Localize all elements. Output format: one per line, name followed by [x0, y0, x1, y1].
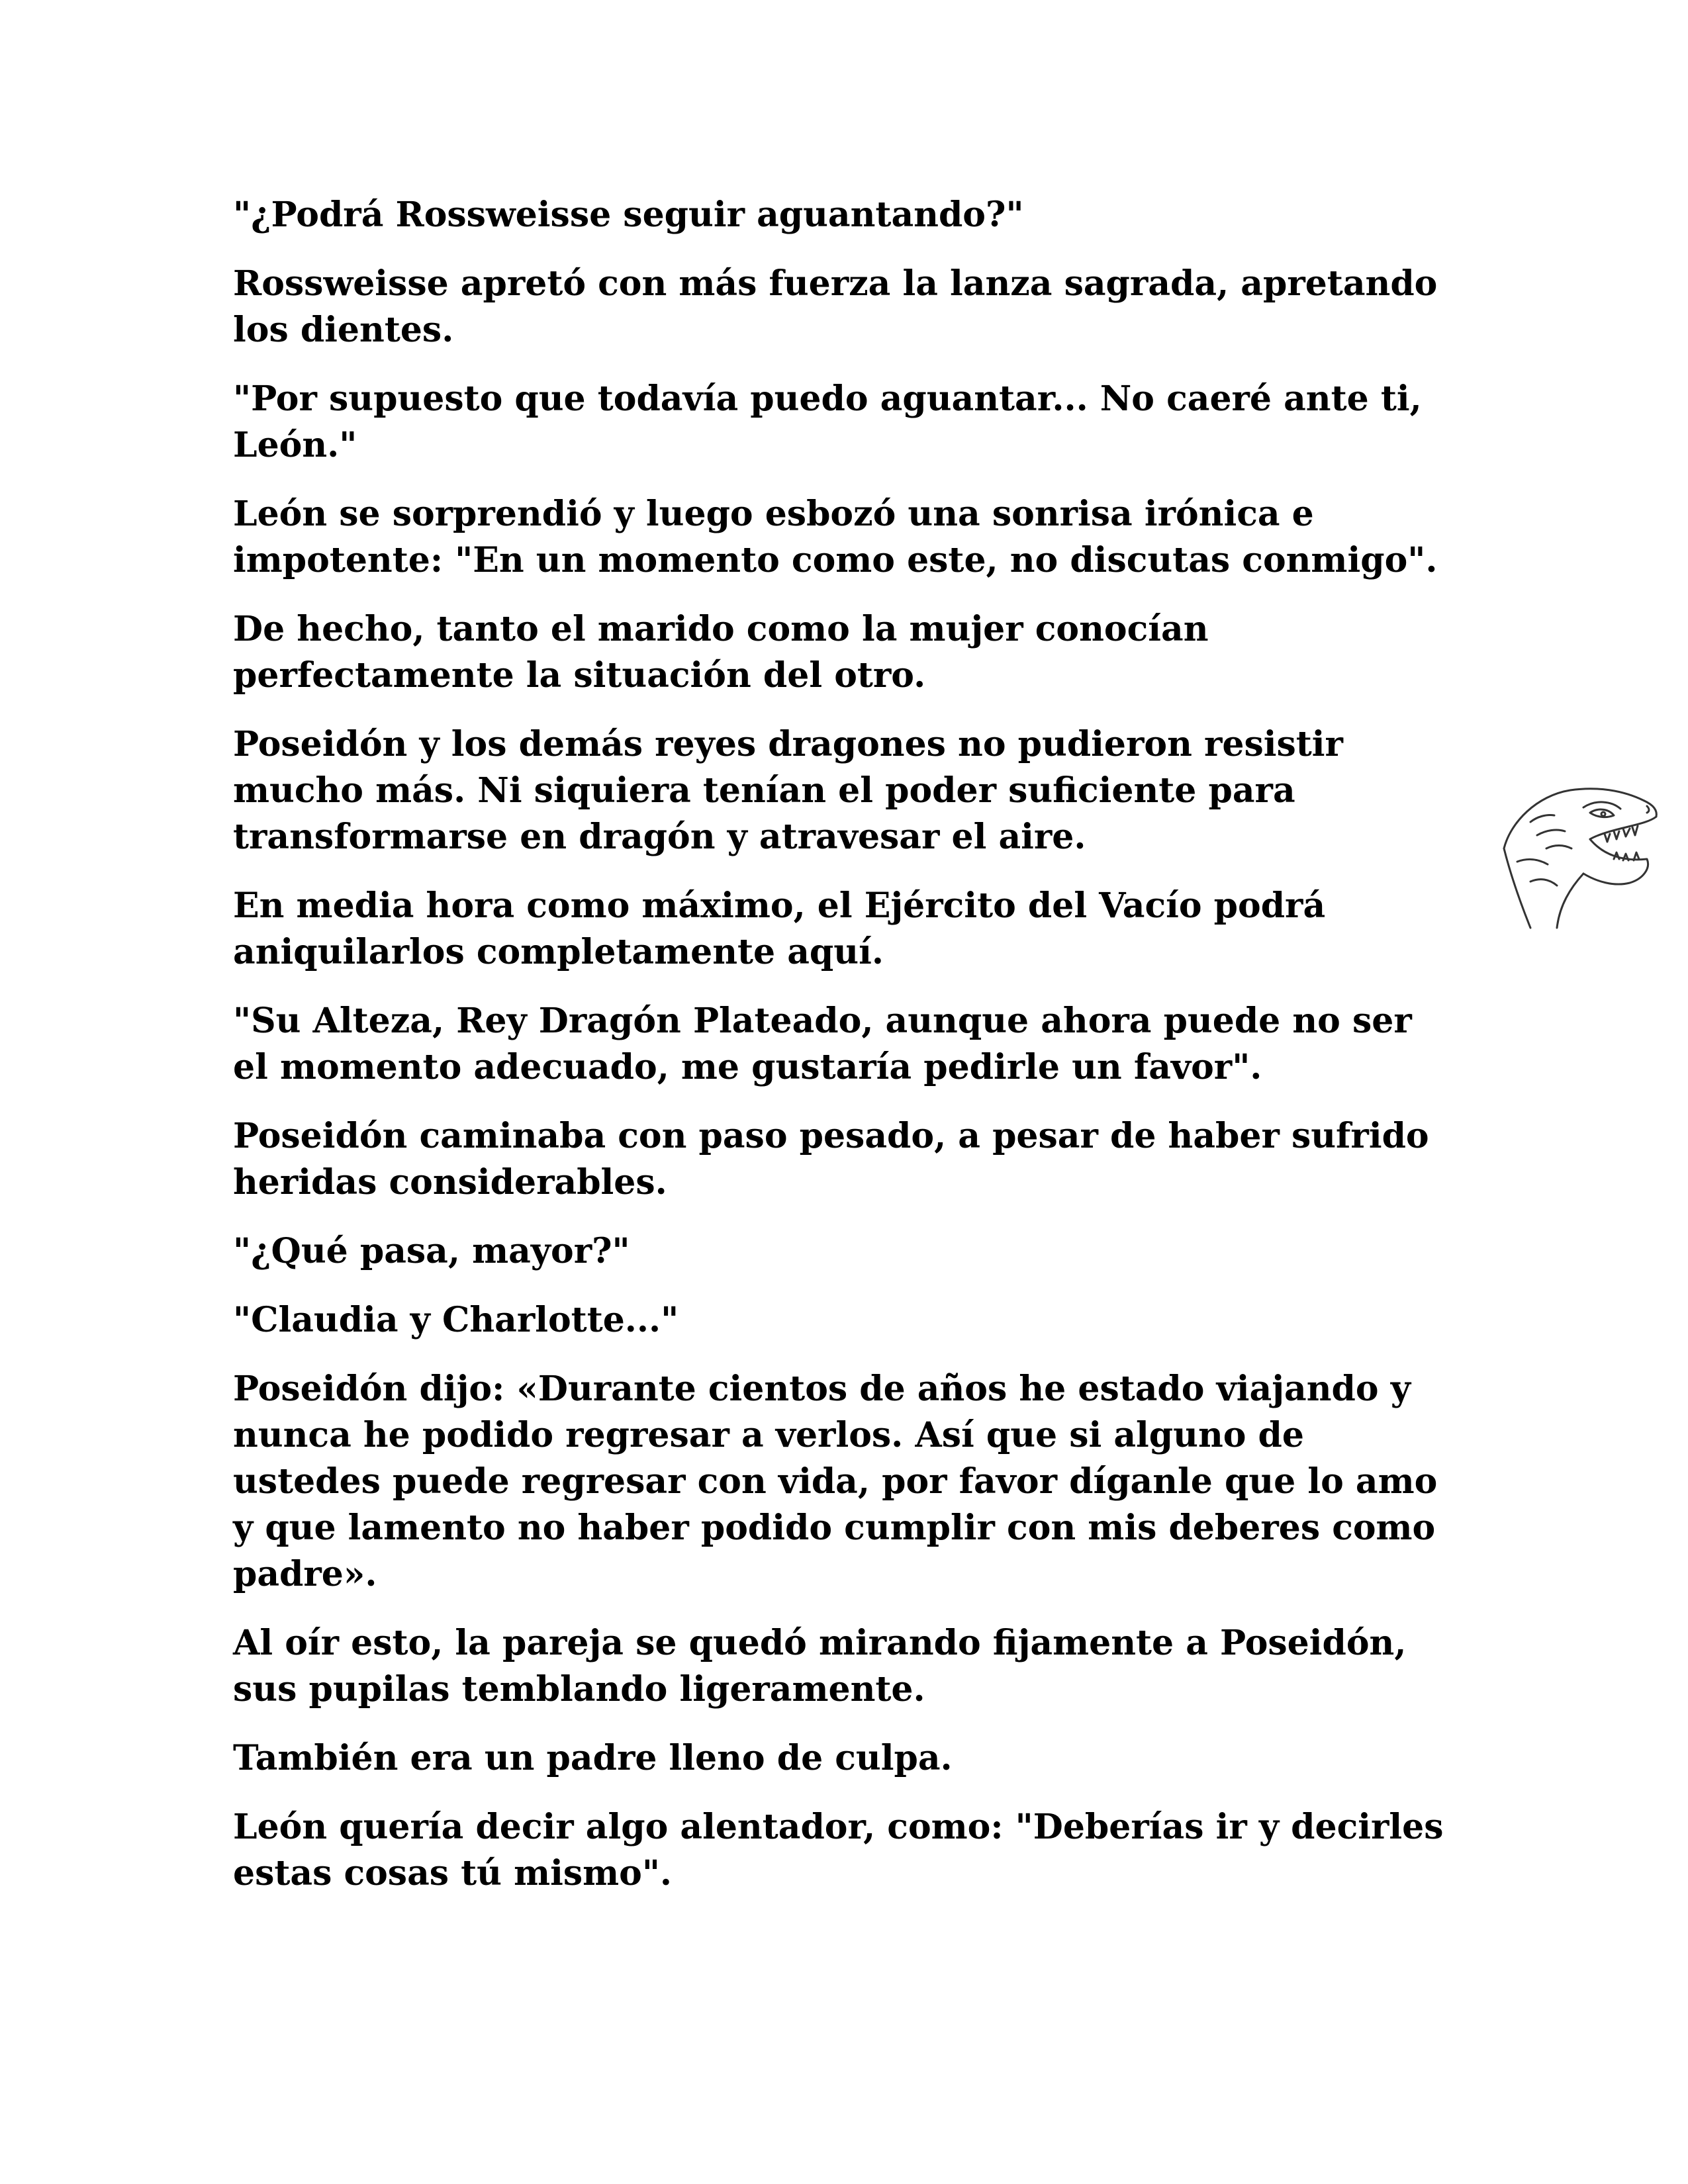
paragraph: "Por supuesto que todavía puedo aguantar... No caeré ante ti, León.": [233, 379, 1422, 465]
paragraph: En media hora como máximo, el Ejército del Vacío podrá aniquilarlos completamente aquí.: [233, 886, 1326, 972]
paragraph: Poseidón caminaba con paso pesado, a pesar de haber sufrido heridas considerables.: [233, 1116, 1429, 1203]
paragraph: Poseidón dijo: «Durante cientos de años he estado viajando y nunca he podido regresar a verlos. Así que si alguno de ustedes puede regresar con vida, por favor díganle que lo amo y que lamento no haber podido cumplir con mis deberes como padre».: [233, 1369, 1438, 1594]
paragraph: "Claudia y Charlotte...": [233, 1300, 679, 1340]
paragraph: Poseidón y los demás reyes dragones no pudieron resistir mucho más. Ni siquiera tenían el poder suficiente para transformarse en dragón y atravesar el aire.: [233, 724, 1343, 857]
paragraph: También era un padre lleno de culpa.: [233, 1738, 953, 1778]
dinosaur-head-icon: [1491, 776, 1663, 931]
paragraph: Al oír esto, la pareja se quedó mirando fijamente a Poseidón, sus pupilas temblando ligeramente.: [233, 1623, 1407, 1709]
paragraph: Rossweisse apretó con más fuerza la lanza sagrada, apretando los dientes.: [233, 263, 1438, 350]
paragraph: León quería decir algo alentador, como: "Deberías ir y decirles estas cosas tú mismo".: [233, 1807, 1444, 1893]
paragraph: "Su Alteza, Rey Dragón Plateado, aunque ahora puede no ser el momento adecuado, me gustaría pedirle un favor".: [233, 1001, 1412, 1087]
paragraph: "¿Podrá Rossweisse seguir aguantando?": [233, 195, 1024, 235]
body-text: [233, 192, 1458, 1919]
paragraph: De hecho, tanto el marido como la mujer conocían perfectamente la situación del otro.: [233, 609, 1209, 696]
paragraph: "¿Qué pasa, mayor?": [233, 1231, 630, 1271]
paragraph: León se sorprendió y luego esbozó una sonrisa irónica e impotente: "En un momento como este, no discutas conmigo".: [233, 494, 1438, 580]
